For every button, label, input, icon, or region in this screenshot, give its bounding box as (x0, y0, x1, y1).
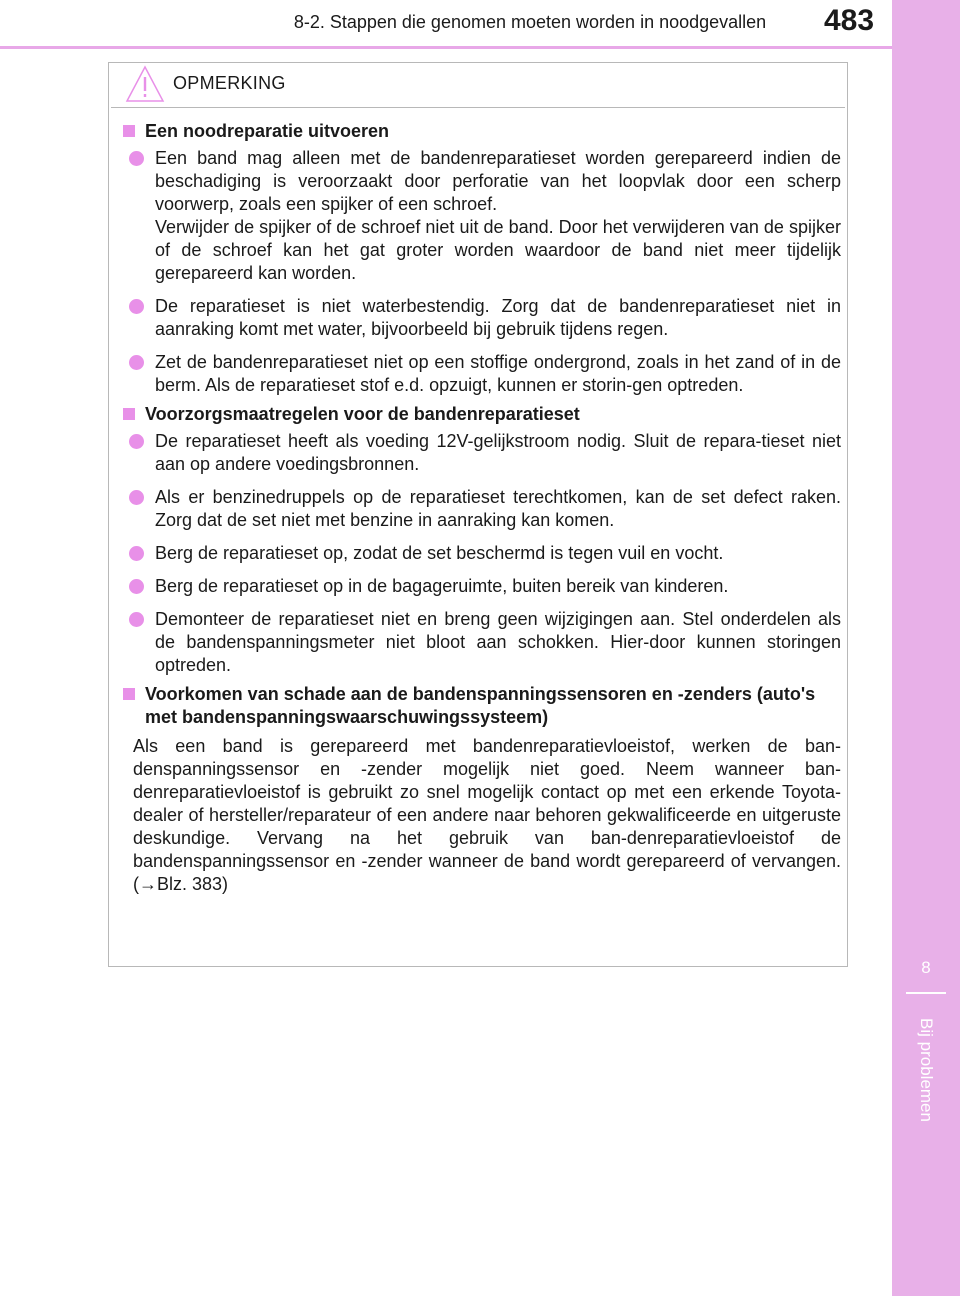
square-bullet-icon (123, 125, 135, 137)
list-item-text: Een band mag alleen met de bandenreparatieset worden gerepareerd indien de beschadiging is veroorzaakt door perforatie van het loopvlak door een scherp voorwerp, zoals een spijker of een schroef. (155, 148, 841, 214)
paragraph: Als een band is gerepareerd met bandenreparatievloeistof, werken de ban-denspanningssensor en -zender mogelijk niet goed. Neem wanneer ban-denreparatievloeistof is gebruikt zo snel mogelijk contact op met een erkende Toyota-dealer of hersteller/reparateur of een andere naar behoren gekwalificeerde en uitgeruste deskundige. Vervang na het gebruik van ban-denreparatievloeistof de bandenspanningssensor en -zender wanneer de band wordt gerepareerd of vervangen. (→Blz. 383) (133, 736, 841, 894)
chapter-side-tab (892, 0, 960, 1296)
round-bullet-icon (129, 579, 144, 594)
round-bullet-icon (129, 355, 144, 370)
list-item-text: Zet de bandenreparatieset niet op een stoffige ondergrond, zoals in het zand of in de berm. Als de reparatieset stof e.d. opzuigt, kunnen er storin-gen optreden. (155, 352, 841, 395)
list-item (123, 575, 841, 598)
list-item (123, 295, 841, 341)
list-item-text: Verwijder de spijker of de schroef niet uit de band. Door het verwijderen van de spijker of de schroef kan het gat groter worden waardoor de band niet meer tijdelijk gerepareerd kan worden. (155, 217, 841, 283)
square-bullet-icon (123, 408, 135, 420)
list-item (123, 430, 841, 476)
header-title: 8-2. Stappen die genomen moeten worden in noodgevallen (293, 12, 767, 32)
section-heading (123, 403, 841, 426)
list-item-text: Demonteer de reparatieset niet en breng geen wijzigingen aan. Stel onderdelen als de bandenspanningsmeter niet bloot aan schokken. Hier-door kunnen storingen optreden. (155, 609, 841, 675)
section-heading (123, 683, 841, 729)
header-rule (0, 46, 892, 49)
list-item-text: Als er benzinedruppels op de reparatieset terechtkomen, kan de set defect raken. Zorg dat de set niet met benzine in aanraking kan komen. (155, 487, 841, 530)
list-item (123, 351, 841, 397)
round-bullet-icon (129, 546, 144, 561)
list-item-continuation (123, 216, 841, 285)
square-bullet-icon (123, 688, 135, 700)
list-item (123, 147, 841, 216)
note-header (111, 63, 845, 108)
round-bullet-icon (129, 490, 144, 505)
section-heading-text: Een noodreparatie uitvoeren (145, 121, 390, 141)
section-emergency-repair (123, 120, 841, 397)
chapter-number: 8 (921, 958, 931, 977)
list-item (123, 608, 841, 677)
section-tire-sensors (123, 683, 841, 896)
round-bullet-icon (129, 434, 144, 449)
note-box (108, 62, 848, 967)
section-heading-text: Voorzorgsmaatregelen voor de bandenreparatieset (145, 404, 580, 424)
note-title: OPMERKING (173, 73, 286, 93)
note-body (123, 120, 841, 898)
list-item-text: De reparatieset heeft als voeding 12V-gelijkstroom nodig. Sluit de repara-tieset niet aan op andere voedingsbronnen. (155, 431, 841, 474)
list-item-text: Berg de reparatieset op in de bagageruimte, buiten bereik van kinderen. (155, 576, 729, 596)
list-item (123, 542, 841, 565)
section-precautions (123, 403, 841, 677)
list-item (123, 486, 841, 532)
round-bullet-icon (129, 299, 144, 314)
round-bullet-icon (129, 151, 144, 166)
list-item-text: Berg de reparatieset op, zodat de set beschermd is tegen vuil en vocht. (155, 543, 724, 563)
section-heading (123, 120, 841, 143)
round-bullet-icon (129, 612, 144, 627)
warning-triangle-icon (125, 65, 165, 108)
chapter-divider (906, 992, 946, 994)
chapter-label: Bij problemen (917, 1018, 936, 1122)
page-number: 483 (824, 4, 875, 37)
list-item-text: De reparatieset is niet waterbestendig. Zorg dat de bandenreparatieset niet in aanraking komt met water, bijvoorbeeld bij gebruik tijdens regen. (155, 296, 841, 339)
section-heading-text: Voorkomen van schade aan de bandenspanningssensoren en -zenders (auto's met bandenspanningswaarschuwingssysteem) (145, 684, 816, 727)
